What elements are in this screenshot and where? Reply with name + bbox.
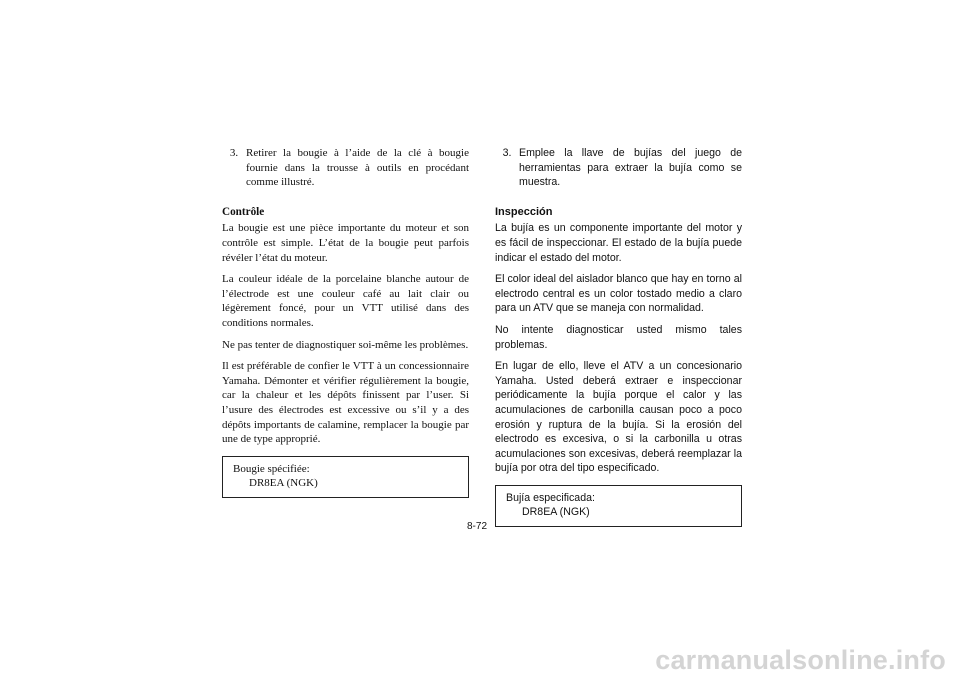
watermark: carmanualsonline.info [655,645,946,675]
page-number: 8-72 [467,521,488,532]
es-section-heading: Inspección [495,205,553,218]
fr-step-3 [222,146,469,190]
french-column [222,146,469,498]
fr-spec-label: Bougie spécifiée: [233,462,310,475]
es-spec-box [495,485,742,527]
fr-section-heading: Contrôle [222,205,265,218]
es-spec-value: DR8EA (NGK) [522,506,590,519]
es-paragraph-1: La bujía es un componente importante del motor y es fácil de inspeccionar. El estado de la bujía puede indicar el estado del motor. [495,222,742,264]
fr-step-number: 3. [229,147,239,159]
fr-spec-value: DR8EA (NGK) [249,477,318,490]
es-step-number: 3. [502,147,512,159]
fr-paragraph-4: Il est préférable de confier le VTT à un concessionnaire Yamaha. Démonter et vérifier régulièrement la bougie, car la chaleur et les dépôts finissent par l’user. Si l’usure des électrodes est excessive ou s’il y a des dépôts importants de calamine, remplacer la bougie par une de type approprié. [222,360,469,446]
spanish-column [495,146,742,527]
es-paragraph-3: No intente diagnosticar usted mismo tales problemas. [495,323,742,351]
es-step-3 [495,146,742,190]
es-paragraph-4: En lugar de ello, lleve el ATV a un concesionario Yamaha. Usted deberá extraer e inspeccionar periódicamente la bujía porque el calor y las acumulaciones de carbonilla causan poco a poco erosión y ruptura de la bujía. Si la erosión del electrodo es excesiva, o si la carbonilla u otras acumulaciones son excesivas, deberá reemplazar la bujía por otra del tipo especificado. [495,360,742,475]
fr-step-text: Retirer la bougie à l’aide de la clé à bougie fournie dans la trousse à outils en procédant comme illustré. [246,147,469,189]
fr-paragraph-1: La bougie est une pièce importante du moteur et son contrôle est simple. L’état de la bougie peut parfois révéler l’état du moteur. [222,222,469,264]
fr-spec-box [222,456,469,498]
es-paragraph-2: El color ideal del aislador blanco que hay en torno al electrodo central es un color tostado medio a claro para un ATV que se maneja con normalidad. [495,273,742,315]
fr-paragraph-3: Ne pas tenter de diagnostiquer soi-même les problèmes. [222,338,469,351]
fr-paragraph-2: La couleur idéale de la porcelaine blanche autour de l’électrode est une couleur café au lait clair ou légèrement foncé, pour un VTT utilisé dans des conditions normales. [222,273,469,329]
es-step-text: Emplee la llave de bujías del juego de herramientas para extraer la bujía como se muestra. [519,147,742,189]
es-spec-label: Bujía especificada: [506,491,595,504]
